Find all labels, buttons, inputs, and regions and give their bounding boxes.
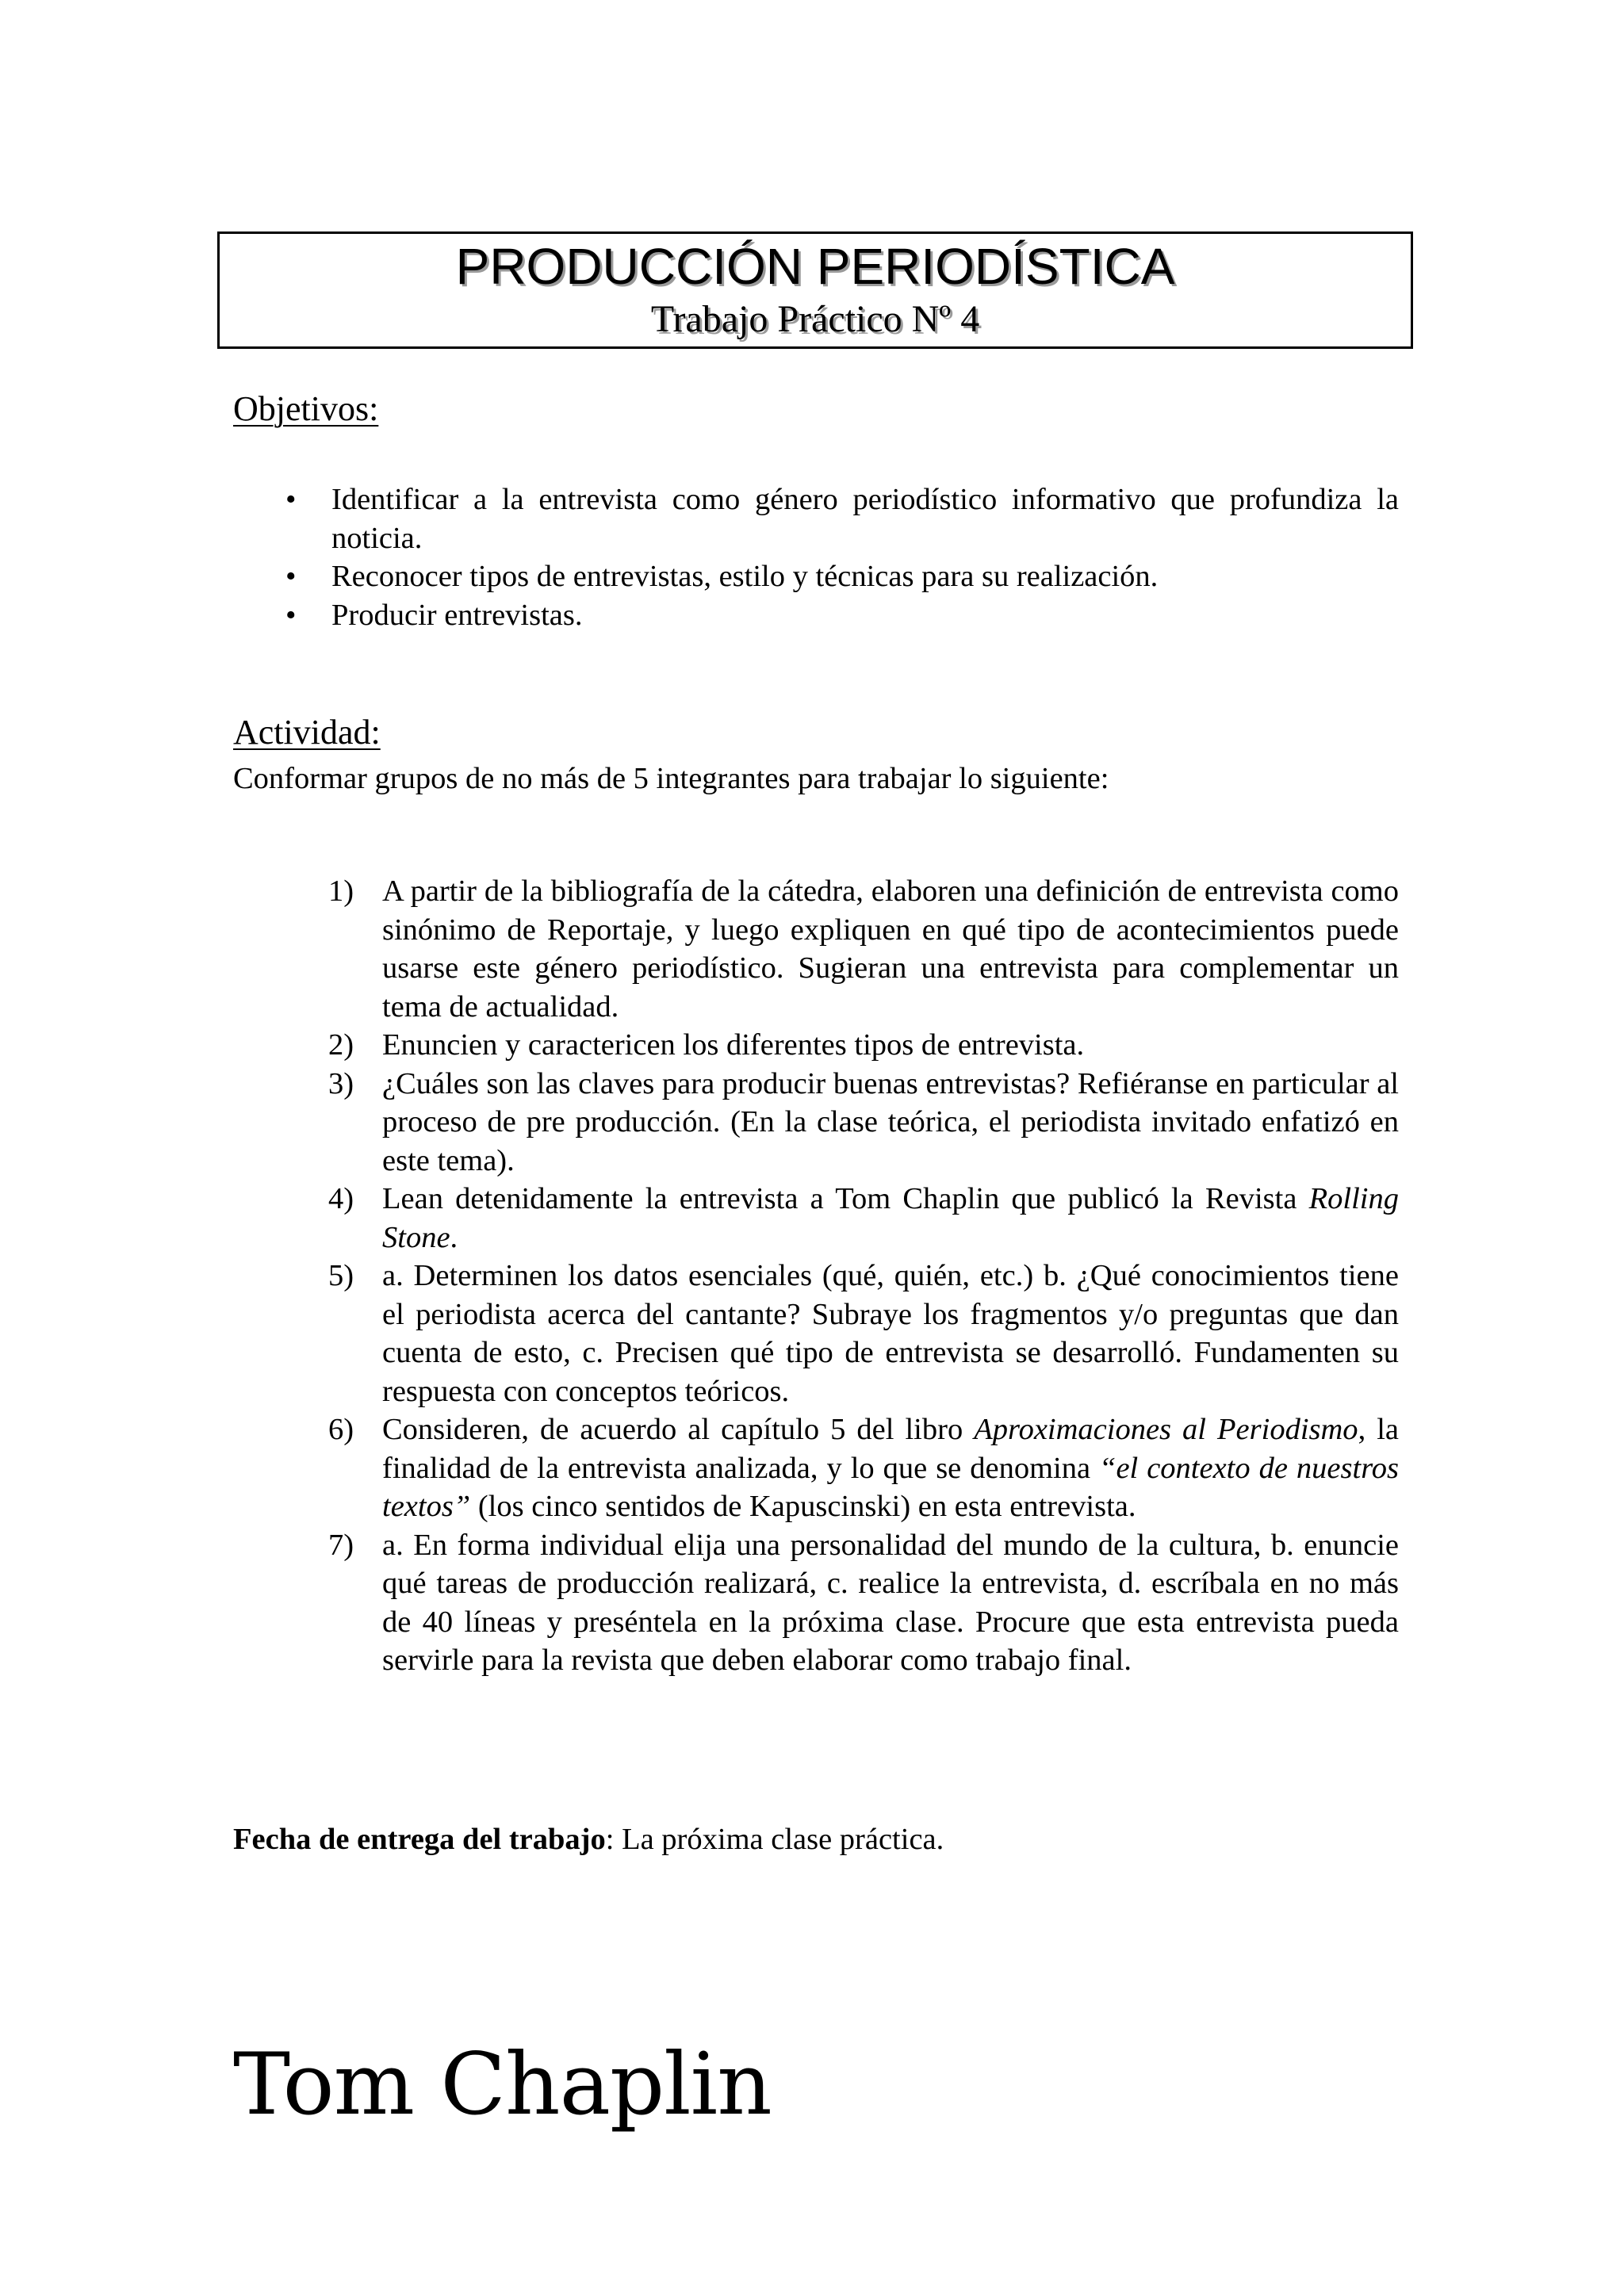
objectives-heading: Objetivos:: [233, 389, 379, 428]
activity-text-part: Consideren, de acuerdo al capítulo 5 del libro: [382, 1413, 975, 1446]
item-number: 7): [328, 1528, 354, 1562]
objective-item: [233, 480, 1399, 557]
activity-text-part: (los cinco sentidos de Kapuscinski) en esta entrevista.: [470, 1490, 1136, 1523]
activity-list: [324, 872, 1399, 1680]
activity-item: [324, 1026, 1399, 1065]
item-number: 1): [328, 874, 354, 908]
bullet-icon: •: [285, 598, 297, 632]
delivery-date: [233, 1820, 1399, 1859]
item-number: 6): [328, 1413, 354, 1446]
activity-item: [324, 1526, 1399, 1680]
objective-item: [233, 596, 1399, 635]
delivery-separator: :: [605, 1823, 615, 1856]
objective-text: Reconocer tipos de entrevistas, estilo y técnicas para su realización.: [331, 560, 1159, 593]
quoted-concept: “el contexto de nuestros textos”: [382, 1451, 1399, 1523]
activity-text-part: , la finalidad de la entrevista analizada, y lo que se denomina: [382, 1413, 1400, 1485]
objectives-list: [233, 480, 1399, 634]
interview-title: Tom Chaplin: [233, 2035, 772, 2134]
activity-text: [382, 1413, 1399, 1523]
activity-text-part: Lean detenidamente la entrevista a Tom Chaplin que publicó la Revista: [382, 1182, 1309, 1215]
activity-text-part: .: [450, 1220, 458, 1254]
activity-text: a. En forma individual elija una personalidad del mundo de la cultura, b. enuncie qué tareas de producción realizará, c. realice la entrevista, d. escríbala en no más de 40 líneas y preséntela en la próxima clase. Procure que esta entrevista pueda servirle para la revista que deben elaborar como trabajo final.: [382, 1528, 1399, 1677]
activity-intro: Conformar grupos de no más de 5 integrantes para trabajar lo siguiente:: [233, 762, 1109, 795]
delivery-label: Fecha de entrega del trabajo: [233, 1823, 606, 1856]
activity-item: [324, 1257, 1399, 1410]
magazine-name: Rolling Stone: [382, 1182, 1399, 1254]
activity-item: [324, 872, 1399, 1026]
objective-text: Identificar a la entrevista como género periodístico informativo que profundiza la noticia.: [331, 483, 1399, 555]
document-title: PRODUCCIÓN PERIODÍSTICA: [455, 238, 1175, 295]
activity-text: ¿Cuáles son las claves para producir buenas entrevistas? Refiéranse en particular al proceso de pre producción. (En la clase teórica, el periodista invitado enfatizó en este tema).: [382, 1066, 1399, 1177]
activity-item: [324, 1065, 1399, 1181]
bullet-icon: •: [285, 560, 297, 593]
activity-item: [324, 1180, 1399, 1257]
title-box: [217, 232, 1413, 349]
document-subtitle: Trabajo Práctico Nº 4: [650, 298, 980, 340]
item-number: 2): [328, 1028, 354, 1062]
activity-text: A partir de la bibliografía de la cátedra, elaboren una definición de entrevista como sinónimo de Reportaje, y luego expliquen en qué tipo de acontecimientos puede usarse este género periodístico. Sugieran una entrevista para complementar un tema de actualidad.: [382, 874, 1399, 1024]
bullet-icon: •: [285, 483, 297, 516]
activity-text: Enuncien y caractericen los diferentes tipos de entrevista.: [382, 1028, 1085, 1062]
item-number: 3): [328, 1066, 354, 1100]
book-title: Aproximaciones al Periodismo: [974, 1413, 1358, 1446]
activity-item: [324, 1410, 1399, 1526]
activity-text: [382, 1182, 1399, 1254]
delivery-value: La próxima clase práctica.: [614, 1823, 944, 1856]
activity-heading: Actividad:: [233, 713, 381, 752]
objective-text: Producir entrevistas.: [331, 598, 583, 632]
objective-item: [233, 557, 1399, 596]
activity-text: a. Determinen los datos esenciales (qué, quién, etc.) b. ¿Qué conocimientos tiene el periodista acerca del cantante? Subraye los fragmentos y/o preguntas que dan cuenta de esto, c. Precisen qué tipo de entrevista se desarrolló. Fundamenten su respuesta con conceptos teóricos.: [382, 1259, 1399, 1408]
item-number: 5): [328, 1259, 354, 1292]
item-number: 4): [328, 1182, 354, 1215]
